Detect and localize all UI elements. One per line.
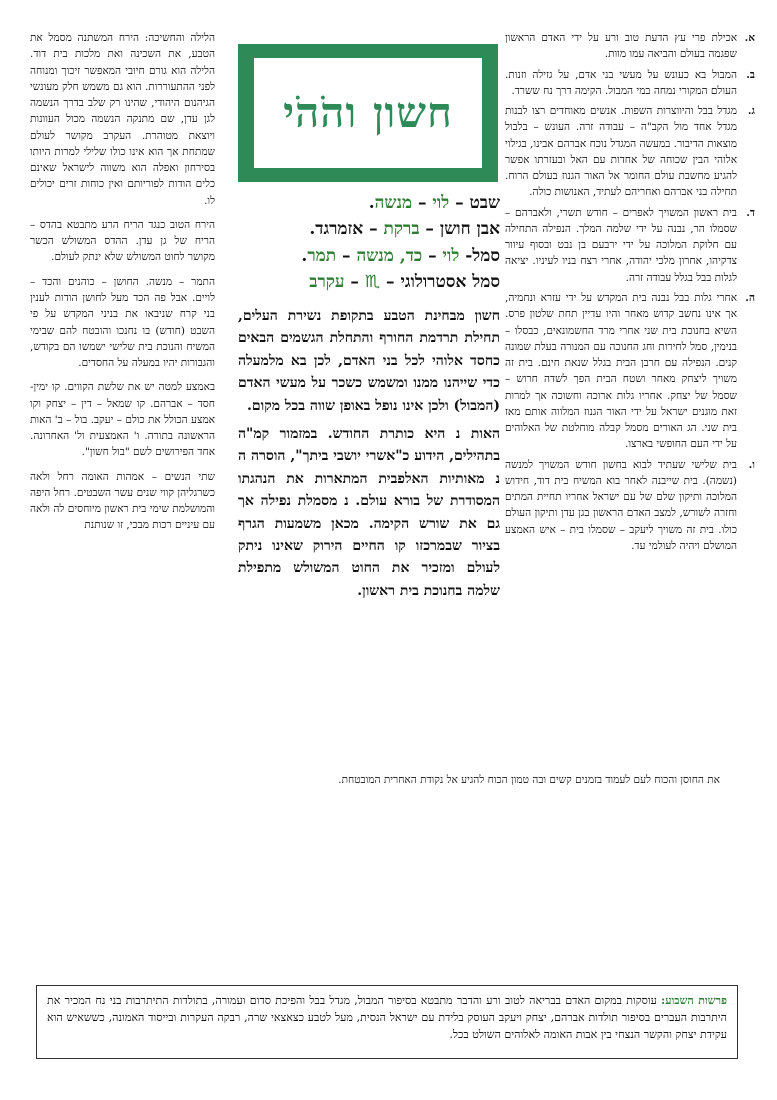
parsha-box	[36, 985, 738, 1059]
left-column	[30, 30, 215, 542]
events-list	[505, 30, 755, 554]
page-title: חשון והֹהֹי	[283, 88, 453, 137]
symbol-value: כד, מנשה	[356, 245, 423, 266]
item-text: אכילת פרי עץ הדעת טוב ורע על ידי האדם הראשון שפגמה בעולם והביאה עמו מוות.	[505, 32, 737, 61]
item-marker: ב.	[746, 68, 755, 81]
item-text: בית ראשון המשויך לאפרים – חודש תשרי, ולאברהם – שסמלו הר, נבנה על ידי שלמה המלך. הנפילה התחילה עם חלוקת המלוכה על ידי ירבעם בן נבט ובסוף עיוור צדקיהו, אחרון מלכי יהודה, אחרי רצח בניו לעיניו. יציאה לגלות בבל בגלל עבודה זרה.	[505, 206, 737, 284]
stone-label: אבן חושן	[439, 219, 500, 240]
left-paragraph: התמר – מנשה. החושן – כוהנים והכד – לויים. אבל פה הכד מעל לחושן הודות לענין בני קרח שניבאו את בניני המקדש על פי השבט (חודש) בו נחנכו והובטח להם שבימי המשיח והנוכת בית שלישי ישמשו הם בקודש, והגבורות יהיו במעלה על החסדים.	[30, 275, 215, 370]
symbol-row: סמל- לוי – כד, מנשה – תמר.	[301, 245, 500, 266]
title-inner	[254, 58, 482, 168]
right-column	[505, 30, 755, 558]
symbol-label: סמל	[472, 245, 500, 266]
item-text: אחרי גלות בבל נבנה בית המקדש על ידי עזרא ונחמיה, אך אינו נחשב קדוש מאחר והיו עדיין תחת שלטון פרס. השיא בחנוכת בית שני אחרי מרד החשמונאים, כבסלו – בנימין, סמל לחירות וחג החנוכה עם המנורה בעלת שמונה קנים. הנפילה עם חרבן הבית בגלל שנאת חינם. בית זה משויך ליצחק מאחר ושטח הבית הפך לשדה חרוש – שסמל של יצחק. אחריו גלות ארוכה וחשוכה אך למרות זאת מוגנים ישראל על ידי האור הגנוז המלווה אותם מאז בית שני. הג האורים מסמל קבלה מוחלטת של האלוהים על ידי העם החופשי בארצו.	[505, 291, 737, 451]
astro-value: עקרב	[309, 272, 345, 293]
stone-row: אבן חושן – ברקת – אזמרגד.	[309, 219, 500, 240]
stone-value: ברקת	[383, 219, 420, 240]
tribe-label: שבט	[469, 193, 500, 213]
parsha-text: עוסקות במקום האדם בבריאה לטוב ורע והדבר מתבטא בסיפור המבול, מגדל בבל והפיכת סדום ועמורה, בתולדות התיתרבות בני נח המכיר את היתרבות העברים בסיפור תולדות אברהם, יצחק ויעקב העוסק בלידת עם ישראל הנסית, מעל לטבע כצאצאי שרה, רבקה העקרות ובייסוד האמונה, כששאיש הוא עקידת יצחק והקשר הנצחי בין אבות האומה לאלוהים השולט בכל.	[47, 994, 727, 1042]
list-item	[505, 103, 755, 201]
center-body	[238, 305, 500, 608]
left-paragraph: הירח הטוב כנגד הריח הרע מתבטא בהדס – הריח של גן עדן. ההדס המשולש הכשר מקושר לחוט המשולש שלא ינתק לעולם.	[30, 218, 215, 264]
left-paragraph: הלילה והחשיכה: הירח המשתנה מסמל את הטבע, את השכינה ואת מלכות בית דוד. הלילה הוא גורם חיובי המאפשר זיכוך ומנוחה לפני ההתעוררות. הוא גם משמש חלק מעונשי הגיהנום היהודי, שהינו רק שלב בדרך הנשמה לגן עדן, שם מתנקה הנשמה מכול העוונות ויוצאת מטוהרת. העקרב מקושר לעולם שמתחת אך הוא אינו כולו שלילי למרות היותו בסירחון ואפלה הוא משווה לישראל שאינם כלים הודות לפוריותם ואין כוחות זרים יכולים לו.	[30, 32, 215, 207]
astro-label: סמל אסטרולוגי	[400, 272, 500, 293]
left-paragraph: שתי הנשים – אמהות האומה רחל ולאה כשרגליהן קווי שנים עשר השבטים. רחל היפה והמושלמת שימי בית ראשון מיוחסים לה ולאה עם עיניים רכות מבכי, זו שנותנת	[30, 470, 215, 532]
item-marker: א.	[744, 32, 755, 44]
tribe-value: לוי	[432, 193, 450, 213]
list-item	[505, 457, 755, 555]
list-item	[505, 205, 755, 286]
item-marker: ג.	[747, 105, 755, 118]
tribe-value: מנשה	[374, 193, 413, 213]
item-text: מגדל בבל והיווצרות השפות. אנשים מאוחדים רצו לבנות מגדל אחד מול הקב"ה – עבודה זרה. העונש – בלבול מוצאות הדיבור. במעשה המגדל נוכח אברהם אבינו, בגילוי אלוהי הבין שכוחה של אחדות עם האל ובעזרתו אפשר להגיע מחשבת עולם החומר אל האור הגנוז בעולם הרוח. תחילה בני אברהם ואחריהם לעתיד, האנושות כולה.	[505, 105, 737, 199]
left-paragraph: באמצע למטה יש את שלשת הקווים. קו ימין- חסד – אברהם. קו שמאל – דין – יצחק וקו אמצע הכולל את כולם – יעקב. בול – ב' האות הראשונה בתורה. ו' האמצעית ול' האחרונה. אחד הפירושים לשם "בול חשון".	[30, 381, 215, 459]
scorpio-icon: ♏	[364, 272, 381, 293]
item-text: המבול בא כעונש על מעשי בני אדם, על גזילה וזנות. העולם המקורי נמחה במי המבול. הקימה דרך נח ששרד.	[505, 68, 737, 97]
title-frame	[238, 44, 498, 182]
item-marker: ו.	[748, 458, 755, 471]
center-paragraph: האות נ היא כותרת החודש. במזמור קמ"ה בתהילים, הידוע כ"אשרי יושבי ביתך", הוסרה ה נ מאותיות האלפבית המתארות את הנהגתו המסודרת של בורא עולם. נ מסמלת נפילה אך גם את שורש הקימה. מכאן משמעות הגרף בציור שבמרכזו קו החיים הירוק שאינו ניתק לעולם ומזכיר את החוט המשולש מתפילת שלמה בחנוכת בית ראשון.	[238, 425, 500, 599]
parsha-title: פרשות השבוע:	[661, 994, 727, 1007]
item-marker: ד.	[746, 206, 755, 219]
list-item	[505, 30, 755, 63]
symbol-value: תמר	[307, 245, 337, 266]
symbol-value: לוי	[442, 245, 460, 266]
item-marker: ה.	[745, 291, 755, 304]
center-paragraph: חשון מבחינת הטבע בתקופת נשירת העלים, תחילת תרדמת החורף והתחלת הגשמים הבאים כחסד אלוהי לכל בני האדם, לכן בא מלמעלה כדי שייהנו ממנו ומשמש כשכר על מעשי האדם (המבול) ולכן אינו נופל באופן שווה בכל מקום.	[238, 308, 500, 414]
month-attributes	[238, 190, 500, 295]
stone-value: אזמרגד	[315, 219, 364, 240]
list-item	[505, 290, 755, 453]
tribe-row: שבט – לוי – מנשה.	[368, 193, 500, 213]
astro-row: סמל אסטרולוגי – ♏ – עקרב	[309, 272, 500, 293]
list-item	[505, 67, 755, 100]
continuation-text: את החוסן והכוח לעם לעמוד בזמנים קשים ובה טמון הכוח להגיע אל נקודת האחרית המובטחת.	[338, 774, 720, 786]
item-text: בית שלישי שעתיד לבוא בחשון חודש המשויך למנשה (נשמה). בית שייבנה לאחר בוא המשיח בית דוד, חידוש המלוכה ותיקון שלם של עם ישראל אחריו תחיית המתים וחזרה לשורש, למצב האדם הראשון בגן עדן ותיקון העולם כולו. בית זה משויך ליעקב – שסמלו בית – איש האמצע המושלם ויהיה לעולמי עד.	[505, 458, 737, 552]
